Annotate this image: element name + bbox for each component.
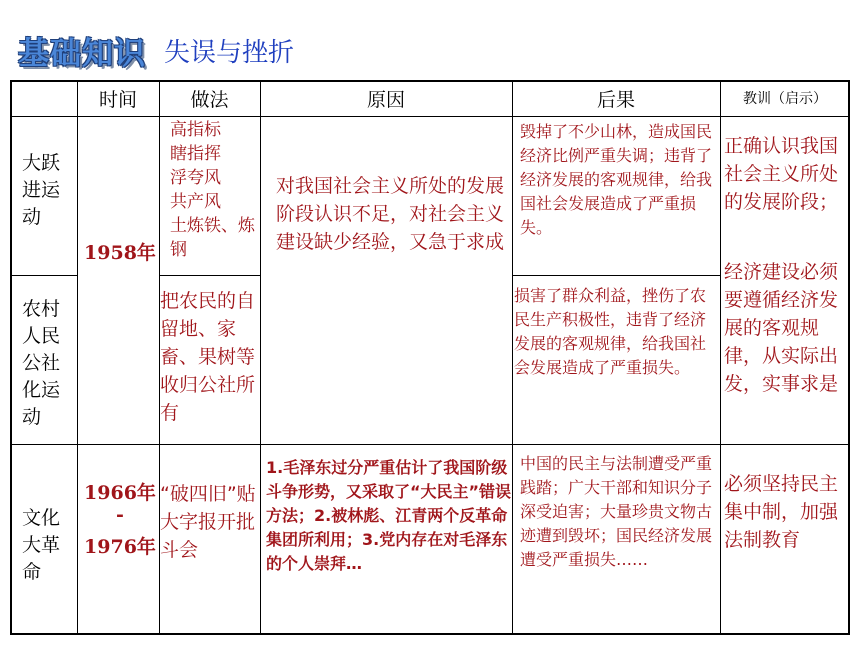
col-header-lesson: 教训（启示） xyxy=(743,91,827,107)
method-cultural-revolution: “破四旧”贴大字报开批斗会 xyxy=(160,483,256,561)
consequence-great-leap: 毁掉了不少山林，造成国民经济比例严重失调；违背了经济发展的客观规律，给我国社会发展造成了严重损失。 xyxy=(520,122,713,237)
table-border-bottom xyxy=(10,633,850,635)
year-dash: - xyxy=(116,504,124,526)
lesson-great-leap: 正确认识我国社会主义所处的发展阶段； xyxy=(724,135,839,213)
event-great-leap: 大跃进运动 xyxy=(22,151,61,228)
year-1958: 1958年 xyxy=(84,242,156,264)
lesson-people-commune: 经济建设必须要遵循经济发展的客观规律，从实际出发，实事求是 xyxy=(724,261,839,395)
section-subtitle: 失误与挫折 xyxy=(164,37,295,68)
col-header-time: 时间 xyxy=(98,88,137,111)
reason-great-leap: 对我国社会主义所处的发展阶段认识不足，对社会主义建设缺少经验，又急于求成 xyxy=(276,175,505,253)
row-divider-method xyxy=(159,275,260,276)
header xyxy=(18,28,294,72)
header-divider xyxy=(10,116,850,117)
reason-cultural-revolution: 1.毛泽东过分严重估计了我国阶级斗争形势，又采取了“大民主”错误方法；2.被林彪、江青两个反革命集团所利用；3.党内存在对毛泽东的个人崇拜… xyxy=(266,458,512,573)
row-divider-third xyxy=(10,444,850,445)
event-cultural-revolution: 文化大革命 xyxy=(22,506,61,583)
col-divider-3 xyxy=(260,80,261,635)
method-people-commune: 把农民的自留地、家畜、果树等收归公社所有 xyxy=(160,290,256,424)
table-border-right xyxy=(848,80,850,635)
col-header-reason: 原因 xyxy=(366,88,405,111)
summary-table xyxy=(10,80,850,635)
event-people-commune: 农村人民公社化运动 xyxy=(22,297,61,428)
col-header-method: 做法 xyxy=(190,88,229,111)
row-divider-event xyxy=(10,275,77,276)
col-divider-4 xyxy=(512,80,513,635)
row-divider-consequence xyxy=(512,275,720,276)
year-1966: 1966年 xyxy=(84,482,156,504)
col-divider-1 xyxy=(77,80,78,635)
lesson-cultural-revolution: 必须坚持民主集中制，加强法制教育 xyxy=(724,473,839,551)
col-divider-5 xyxy=(720,80,721,635)
method-great-leap: 高指标 瞎指挥 浮夸风 共产风 土炼铁、炼钢 xyxy=(170,120,255,260)
col-header-consequence: 后果 xyxy=(596,88,635,111)
section-badge: 基础知识 xyxy=(18,35,146,72)
consequence-cultural-revolution: 中国的民主与法制遭受严重践踏；广大干部和知识分子深受迫害；大量珍贵文物古迹遭到毁坏；国民经济发展遭受严重损失…… xyxy=(520,454,713,569)
consequence-people-commune: 损害了群众利益，挫伤了农民生产积极性，违背了经济发展的客观规律，给我国社会发展造成了严重损失。 xyxy=(514,286,707,377)
year-1976: 1976年 xyxy=(84,536,156,558)
